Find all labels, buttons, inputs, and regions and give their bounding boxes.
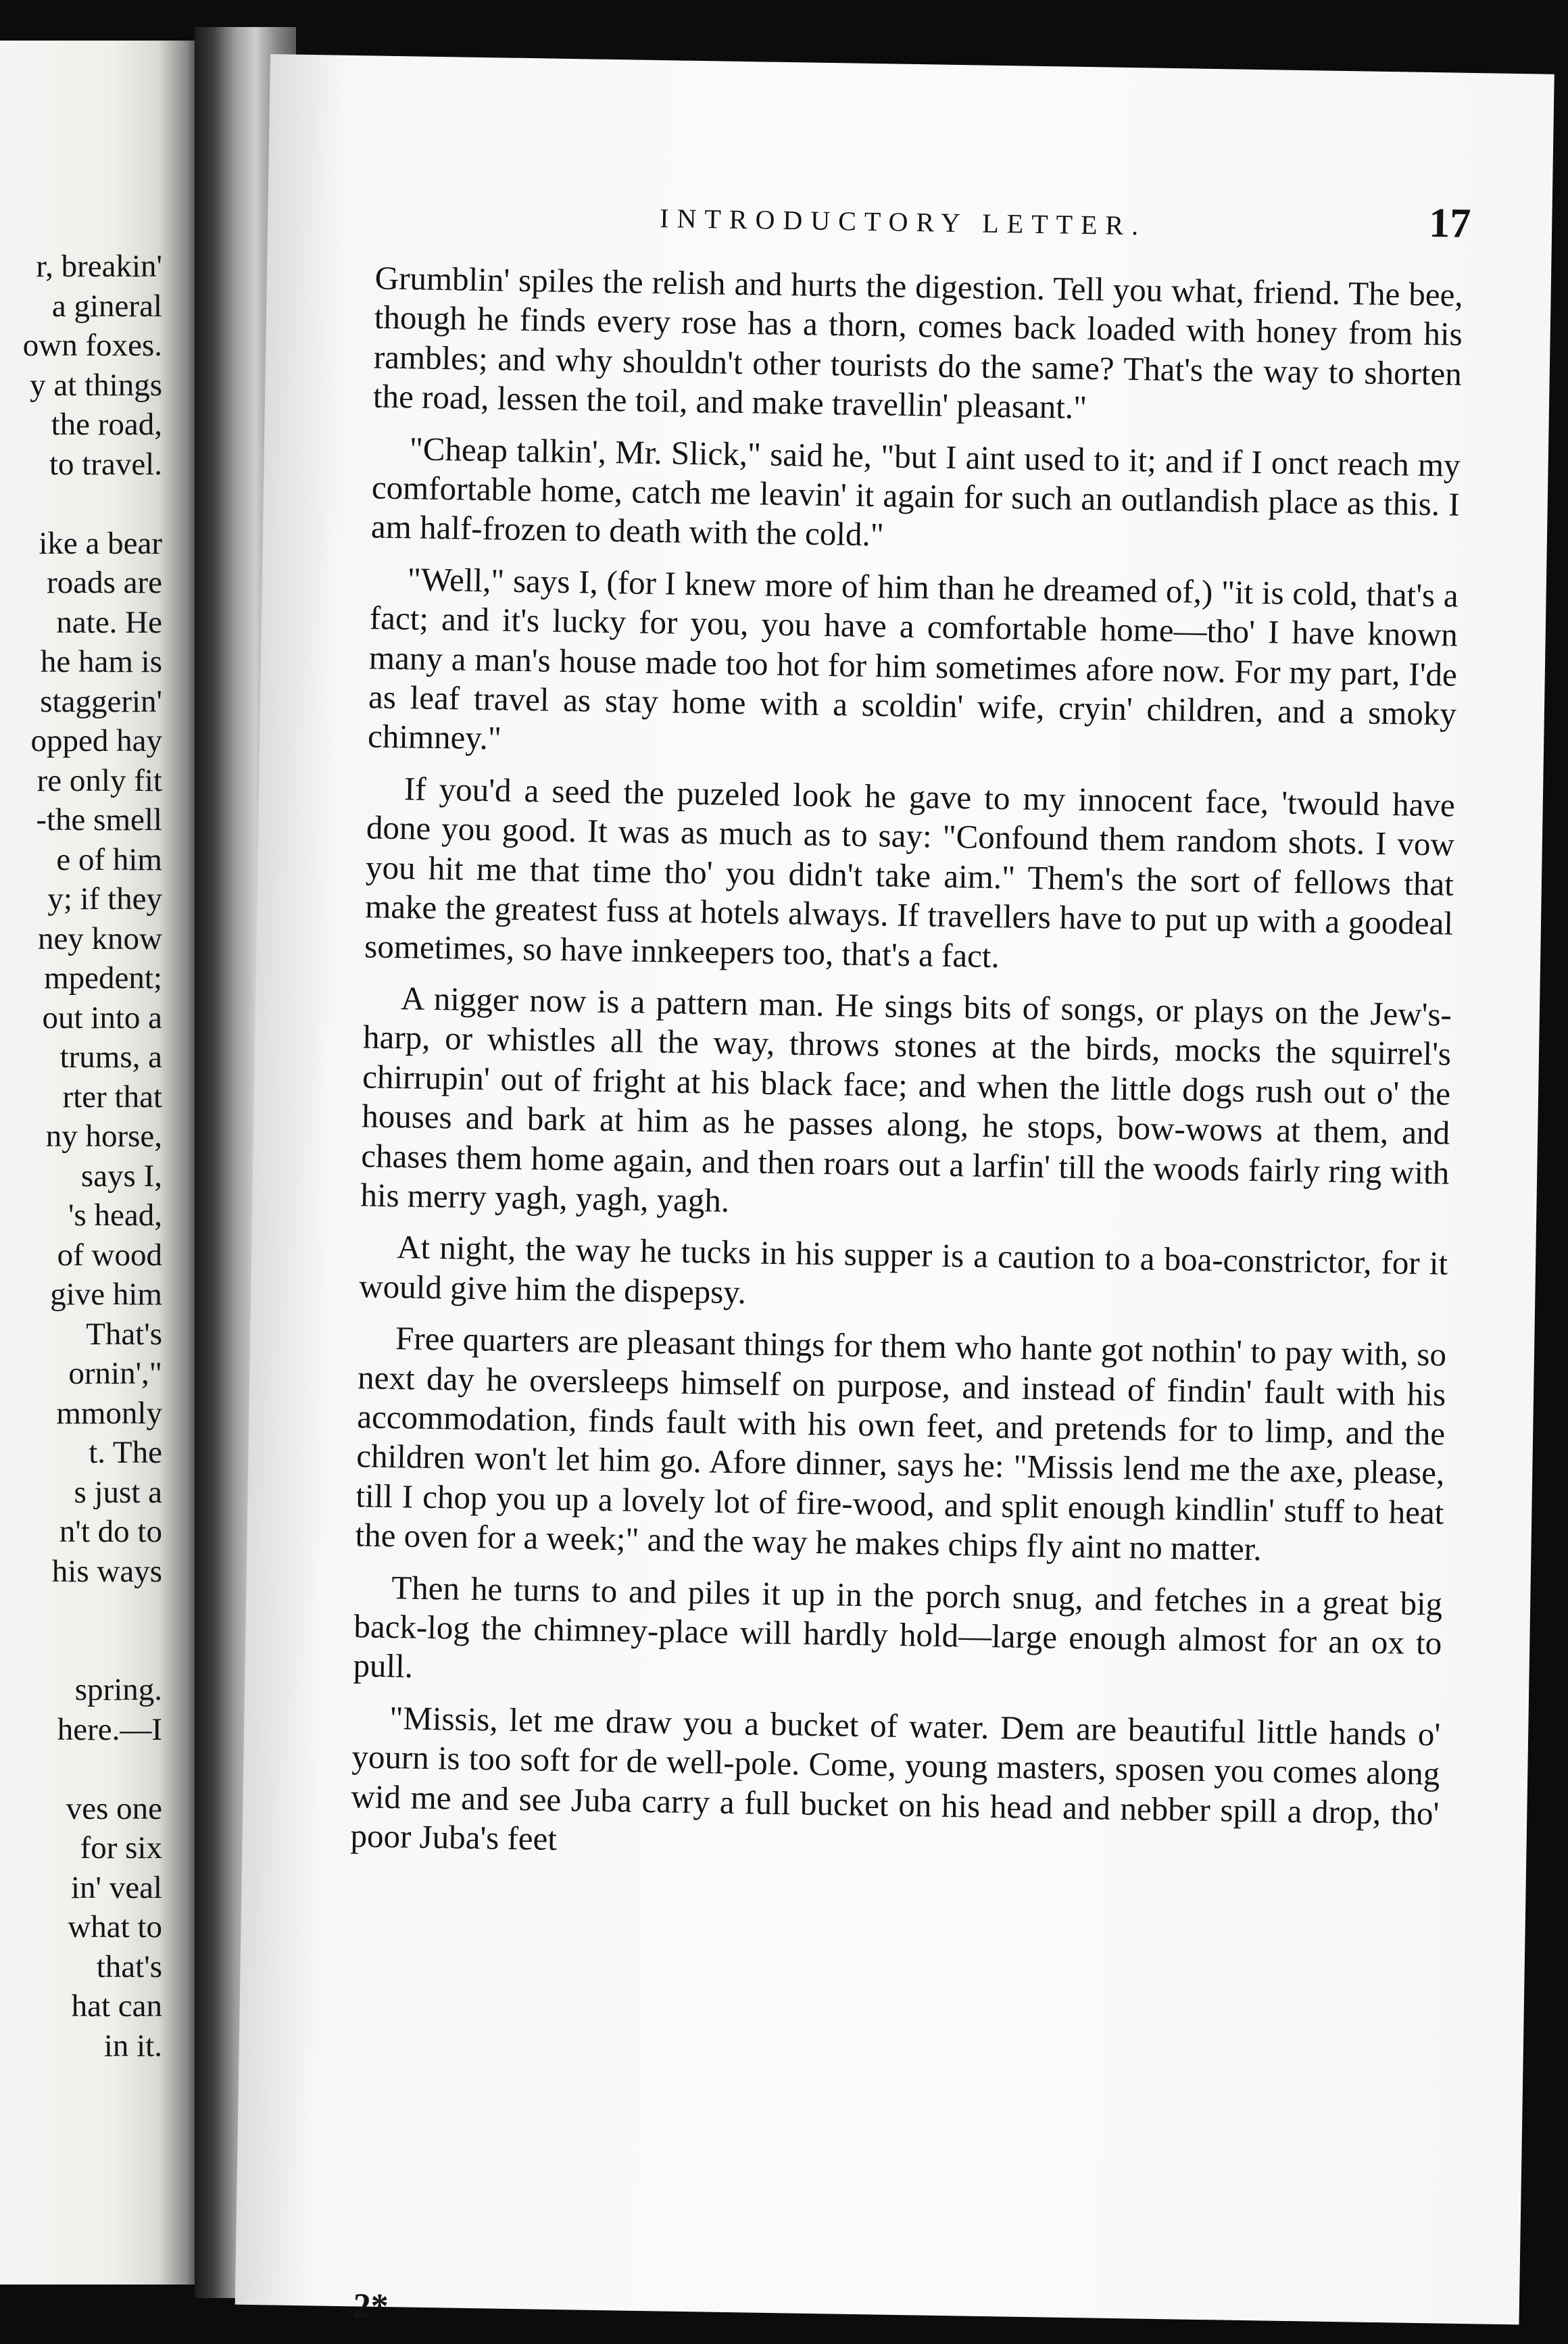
book-page xyxy=(235,54,1554,2324)
previous-page-line: own foxes. xyxy=(22,328,162,363)
previous-page-line: n't do to xyxy=(59,1514,162,1549)
previous-page-line: ves one xyxy=(66,1790,162,1826)
paragraph: At night, the way he tucks in his supper is a caution to a boa-constrictor, for it would give him the dispepsy. xyxy=(358,1228,1448,1311)
previous-page-line: spring. xyxy=(74,1672,162,1707)
paragraph: Grumblin' spiles the relish and hurts the digestion. Tell you what, friend. The bee, though he finds every rose has a thorn, comes back loaded with honey from his rambles; and why shouldn't other tourists do the same? That's the way to shorten the road, lessen the toil, and make travellin' pleasant." xyxy=(372,259,1464,426)
paragraph: "Well," says I, (for I knew more of him than he dreamed of,) "it is cold, that's a fact; and it's lucky for you, you have a comfortable home—tho' I have known many a man's house made too hot for him sometimes afore now. For my part, I'de as leaf travel as stay home with a scoldin' wife, cryin' children, and a smoky chimney." xyxy=(367,560,1459,757)
previous-page-line: says I, xyxy=(80,1158,162,1194)
running-head: INTRODUCTORY LETTER. xyxy=(659,203,1147,241)
previous-page-line: mpedent; xyxy=(44,960,162,996)
previous-page-line xyxy=(0,1631,203,1671)
previous-page-line: r, breakin' xyxy=(36,249,162,284)
previous-page-line: trums, a xyxy=(59,1040,162,1075)
previous-page-line: he ham is xyxy=(40,644,162,679)
previous-page-line: of wood xyxy=(57,1237,162,1273)
previous-page-line: mmonly xyxy=(56,1395,162,1431)
previous-page-line: y at things xyxy=(30,367,162,403)
previous-page-line: s just a xyxy=(74,1474,162,1510)
previous-page-line: hat can xyxy=(71,1988,162,2024)
previous-page-line: give him xyxy=(50,1277,162,1312)
previous-page-line: e of him xyxy=(56,841,162,877)
previous-page-line: in' veal xyxy=(70,1870,162,1905)
previous-page-line: to travel. xyxy=(49,446,162,482)
previous-page-line: opped hay xyxy=(30,723,162,758)
previous-page-line: the road, xyxy=(51,407,162,442)
previous-page-line: 's head, xyxy=(68,1198,162,1233)
previous-page-line: t. The xyxy=(89,1435,162,1470)
paragraph: "Cheap talkin', Mr. Slick," said he, "but I aint used to it; and if I onct reach my comfortable home, catch me leavin' it again for such an outlandish place as this. I am half-frozen to death with the cold." xyxy=(370,429,1461,554)
previous-page-line xyxy=(0,1591,203,1631)
paragraph: If you'd a seed the puzeled look he gave to my innocent face, 'twould have done you good. It was as much as to say: "Confound them random shots. I vow you hit me that time tho' you didn't take aim." Them's the sort of fellows that make the greatest fuss at hotels always. If travellers have to put up with a goodeal sometimes, so have innkeepers too, that's a fact. xyxy=(364,770,1456,975)
previous-page-line: rter that xyxy=(62,1079,162,1115)
previous-page-line xyxy=(0,1749,203,1789)
previous-page-edge xyxy=(0,41,203,2285)
paragraph: Free quarters are pleasant things for them who hante got nothin' to pay with, so next day he oversleeps himself on purpose, and instead of findin' fault with his accommodation, finds fault with his own feet, and pretends for to limp, and the children won't let him go. Afore dinner, says he: "Missis lend me the axe, please, till I chop you up a lovely lot of fire-wood, and split enough kindlin' stuff to heat the oven for a week;" and the way he makes chips fly aint no matter. xyxy=(355,1319,1447,1568)
body-text xyxy=(350,258,1463,1884)
previous-page-line: staggerin' xyxy=(40,683,162,719)
paragraph: "Missis, let me draw you a bucket of water. Dem are beautiful little hands o' yourn is too soft for de well-pole. Come, young masters, sposen you comes along wid me and see Juba carry a full bucket on his head and nebber spill a drop, tho' poor Juba's feet xyxy=(350,1699,1441,1858)
previous-page-line: for six xyxy=(80,1830,162,1865)
previous-page-line: re only fit xyxy=(36,762,162,798)
previous-page-line: what to xyxy=(68,1909,162,1945)
previous-page-line: ny horse, xyxy=(45,1119,162,1154)
previous-page-line: here.—I xyxy=(57,1711,162,1747)
previous-page-line: in it. xyxy=(103,2028,162,2064)
previous-page-line: that's xyxy=(96,1949,162,1984)
previous-page-line: ney know xyxy=(37,921,162,956)
signature-mark: 2* xyxy=(353,2287,389,2326)
previous-page-line: roads are xyxy=(47,565,162,600)
previous-page-line: ornin'," xyxy=(68,1356,162,1391)
previous-page-line: y; if they xyxy=(47,881,162,917)
previous-page-line xyxy=(0,484,203,524)
previous-page-line: That's xyxy=(86,1316,162,1352)
paragraph: Then he turns to and piles it up in the porch snug, and fetches in a great big back-log the chimney-place will hardly hold—large enough almost for an ox to pull. xyxy=(353,1568,1443,1686)
previous-page-line: -the smell xyxy=(36,802,162,837)
previous-page-line: out into a xyxy=(42,1000,162,1035)
page-number: 17 xyxy=(1428,199,1471,247)
paragraph: A nigger now is a pattern man. He sings bits of songs, or plays on the Jew's-harp, or whistles all the way, throws stones at the birds, mocks the squirrel's chirrupin' out of fright at his black face; and when the little dogs rush out o' the houses and bark at him as he passes along, he stops, bow-wows at them, and chases them home again, and then roars out a larfin' till the woods fairly ring with his merry yagh, yagh, yagh. xyxy=(360,979,1452,1219)
previous-page-line: nate. He xyxy=(56,604,162,640)
previous-page-line: his ways xyxy=(51,1553,162,1589)
previous-page-line: a gineral xyxy=(51,288,162,324)
previous-page-line: ike a bear xyxy=(39,525,162,561)
previous-page-text xyxy=(0,247,203,2066)
